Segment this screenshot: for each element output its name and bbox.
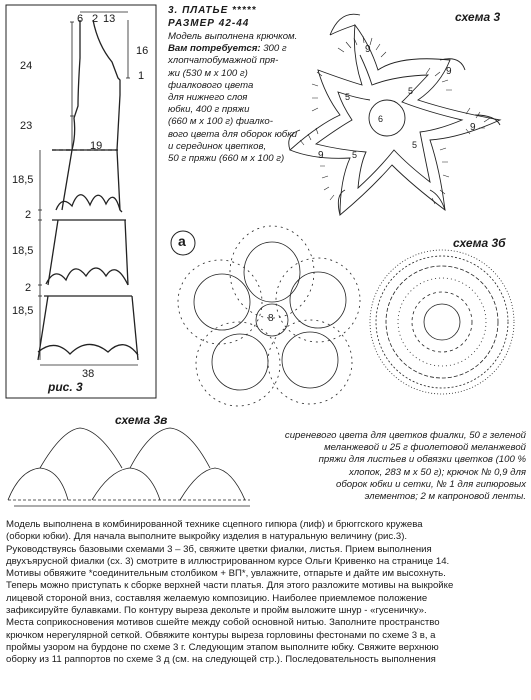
body-line: крючком нерегулярной сеткой. Обвяжите контуры выреза горловины фестонами по схеме 3 в, а — [6, 629, 436, 641]
dim-width-19: 19 — [90, 140, 103, 152]
scheme-3b-label: схема 3б — [453, 236, 506, 250]
svg-text:5: 5 — [352, 150, 358, 160]
item-heading — [168, 5, 257, 16]
materials-line: для нижнего слоя — [168, 92, 248, 104]
figure-caption: рис. 3 — [48, 380, 83, 394]
materials-line: (660 м х 100 г) фиалко- — [168, 116, 273, 128]
materials-continued — [258, 430, 526, 503]
scheme-3v-label: схема 3в — [115, 413, 168, 427]
materials-need-rest: 300 г — [260, 43, 287, 55]
materials-line: юбки, 400 г пряжи — [168, 104, 250, 116]
body-line: лицевой стороной вниз, составляя желаемую композицию. Наиболее приемлемое положение — [6, 592, 428, 604]
materials-line: и серединок цветков, — [168, 140, 267, 152]
body-line: оборку из 11 раппортов по схеме 3 д (см. на следующей стр.). Последовательность выполнения — [6, 654, 436, 666]
body-line: Руководствуясь базовыми схемами 3 – 3б, свяжите цветки фиалки, листья. Прием выполнения — [6, 543, 432, 555]
label-a: а — [178, 233, 186, 249]
materials-line: 50 г пряжи (660 м х 100 г) — [168, 153, 285, 165]
dim-top-2: 2 — [92, 13, 99, 25]
size-value: 42-44 — [218, 18, 250, 29]
size-heading — [168, 18, 249, 29]
dim-left-18-5-c: 18,5 — [12, 305, 34, 317]
dim-right-1: 1 — [138, 70, 145, 82]
materials-line: вого цвета для оборок юбки — [168, 128, 298, 140]
size-label: РАЗМЕР — [168, 18, 215, 29]
dress-pattern-outline — [38, 20, 138, 360]
svg-text:6: 6 — [378, 114, 384, 124]
materials-block — [168, 31, 328, 165]
svg-text:5: 5 — [412, 140, 418, 150]
materials-cont-line: сиреневого цвета для цветков фиалки, 50 г зеленой — [284, 430, 526, 441]
petal-number: 9 — [318, 150, 324, 161]
body-line: (оборки юбки). Для начала выполните выкройку изделия в натуральную величину (рис.3). — [6, 531, 408, 543]
center-number: 8 — [268, 313, 274, 324]
body-line: Мотивы обвяжите *соединительным столбиком + ВП*, увлажните, отпарьте и дайте им высохнуть. — [6, 568, 446, 580]
materials-cont-line: элементов; 2 м капроновой ленты. — [364, 491, 526, 503]
dim-left-18-5-a: 18,5 — [12, 174, 34, 186]
scheme-3-label: схема 3 — [455, 10, 501, 24]
svg-text:5: 5 — [345, 92, 351, 102]
instructions-body — [6, 519, 526, 667]
materials-line: жи (530 м х 100 г) — [168, 67, 248, 79]
dim-right-16: 16 — [136, 45, 149, 57]
materials-cont-line: пряжи для листьев и обвязки цветков (100 % — [318, 454, 526, 466]
materials-cont-line: хлопок, 283 м х 50 г); крючок № 0,9 для — [348, 466, 526, 478]
petal-number: 9 — [470, 122, 476, 133]
svg-text:5: 5 — [408, 86, 414, 96]
dim-top-6: 6 — [77, 13, 84, 25]
dim-left-24: 24 — [20, 60, 33, 72]
body-line: проймы узором на бурдоне по схеме 3 г. Следующим этапом выполните юбку. Свяжите верхнюю — [6, 641, 439, 653]
item-number: 3. ПЛАТЬЕ — [168, 5, 229, 16]
materials-cont-line: меланжевой и 25 г фиолетовой меланжевой — [324, 442, 526, 454]
body-line: Места соприкосновения мотивов сшейте между собой основной нитью. Заполните пространство — [6, 617, 440, 629]
scheme-3b-round-motif — [370, 250, 514, 394]
dim-left-2-a: 2 — [25, 209, 32, 221]
body-line: зафиксируйте булавками. По контуру выреза декольте и пройм выложите шнур - «гусеничку». — [6, 605, 427, 617]
dim-left-23: 23 — [20, 120, 33, 132]
dim-left-18-5-b: 18,5 — [12, 245, 34, 257]
petal-number: 9 — [446, 66, 452, 77]
materials-cont-line: оборок юбки и сетки, № 1 для гипюровых — [336, 478, 526, 490]
materials-line: фиалкового цвета — [168, 79, 254, 91]
scheme-3v-scallop-edging — [8, 428, 250, 506]
petal-number: 9 — [365, 44, 371, 55]
materials-need-label: Вам потребуется: — [168, 43, 261, 55]
dim-top-13: 13 — [103, 13, 116, 25]
rating-stars: ***** — [232, 5, 257, 16]
dim-left-2-b: 2 — [25, 282, 32, 294]
materials-line: хлопчатобумажной пря- — [168, 55, 279, 67]
materials-need-line — [168, 43, 328, 55]
body-line: Теперь можно приступать к сборке верхней части платья. Для этого разложите мотивы на выкройке — [6, 580, 454, 592]
dim-width-38: 38 — [82, 368, 95, 380]
body-line: двухъярусной фиалки (сх. 3) смотрите в иллюстрированном курсе Ольги Кривенко на странице 14. — [6, 555, 450, 567]
body-line: Модель выполнена в комбинированной технике сцепного гипюра (лиф) и брюггского кружева — [6, 519, 423, 530]
materials-line-intro: Модель выполнена крючком. — [168, 31, 298, 42]
dimension-lines — [38, 12, 138, 365]
